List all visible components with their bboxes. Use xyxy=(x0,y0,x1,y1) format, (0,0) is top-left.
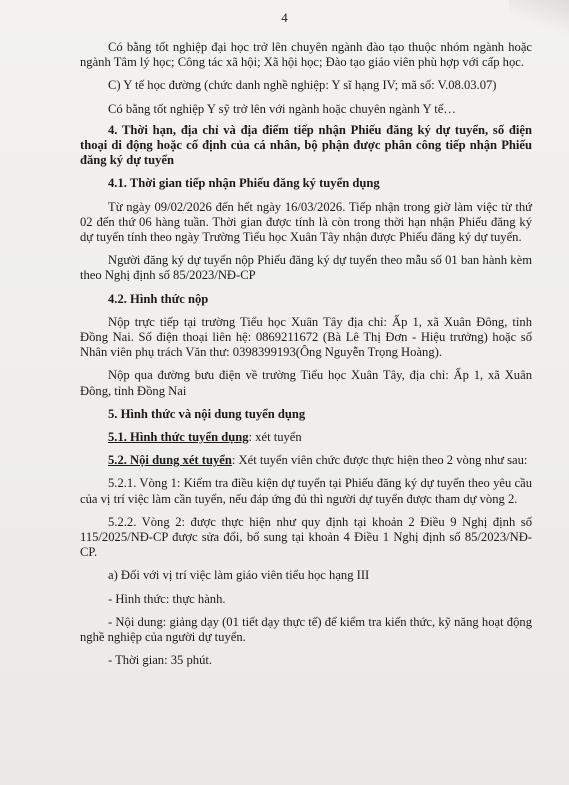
paragraph: C) Y tế học đường (chức danh nghề nghiệp: Y sĩ hạng IV; mã số: V.08.03.07) xyxy=(108,78,497,93)
document-body xyxy=(80,40,532,677)
section-heading-5-1: 5.1. Hình thức tuyển dụng xyxy=(108,430,249,445)
section-5-2-text: : Xét tuyển viên chức được thực hiện theo 2 vòng như sau: xyxy=(231,453,528,468)
section-5-1-text: : xét tuyển xyxy=(248,430,302,445)
section-5-1 xyxy=(80,430,532,445)
paragraph: - Hình thức: thực hành. xyxy=(108,591,226,606)
page-number: 4 xyxy=(281,10,288,25)
paragraph: Có bằng tốt nghiệp Y sỹ trở lên với ngành hoặc chuyên ngành Y tế… xyxy=(108,101,456,116)
paragraph: Người đăng ký dự tuyển nộp Phiếu đăng ký dự tuyển theo mẫu số 01 ban hành kèm theo Nghị định số 85/2023/NĐ-CP xyxy=(80,253,532,283)
section-heading-4-2: 4.2. Hình thức nộp xyxy=(108,291,209,306)
paragraph: 5.2.1. Vòng 1: Kiểm tra điều kiện dự tuyển tại Phiếu đăng ký dự tuyển theo yêu cầu của vị trí việc làm cần tuyển, nếu đáp ứng đủ thì người dự tuyển được tham dự vòng 2. xyxy=(80,476,532,506)
paragraph: Nộp trực tiếp tại trường Tiểu học Xuân Tây địa chỉ: Ấp 1, xã Xuân Đông, tỉnh Đồng Nai. Số điện thoại liên hệ: 0869211672 (Bà Lê Thị Đơn - Hiệu trưởng) hoặc số Nhân viên phụ trách Văn thư: 0398399193(Ông Nguyễn Trọng Hoàng). xyxy=(80,314,532,360)
section-heading-5-2: 5.2. Nội dung xét tuyển xyxy=(108,453,232,468)
paragraph: - Nội dung: giảng dạy (01 tiết dạy thực tế) để kiểm tra kiến thức, kỹ năng hoạt động nghề nghiệp của người dự tuyển. xyxy=(80,614,532,645)
section-5-2 xyxy=(80,453,532,468)
paragraph: 5.2.2. Vòng 2: được thực hiện như quy định tại khoản 2 Điều 9 Nghị định số 115/2025/NĐ-CP được sửa đổi, bổ sung tại khoản 4 Điều 1 Nghị định số 85/2023/NĐ-CP. xyxy=(80,514,532,560)
section-heading-5: 5. Hình thức và nội dung tuyển dụng xyxy=(108,406,306,421)
paragraph: Nộp qua đường bưu điện về trường Tiểu học Xuân Tây, địa chỉ: Ấp 1, xã Xuân Đông, tỉnh Đồng Nai xyxy=(80,368,532,398)
section-heading-4-1: 4.1. Thời gian tiếp nhận Phiếu đăng ký tuyển dụng xyxy=(108,176,380,191)
paragraph: Có bằng tốt nghiệp đại học trở lên chuyên ngành đào tạo thuộc nhóm ngành hoặc ngành Tâm lý học; Công tác xã hội; Xã hội học; Đào tạo giáo viên phù hợp với cấp học. xyxy=(80,40,532,70)
paragraph: Từ ngày 09/02/2026 đến hết ngày 16/03/2026. Tiếp nhận trong giờ làm việc từ thứ 02 đến thứ 06 hàng tuần. Thời gian được tính là còn trong thời hạn nhận Phiếu đăng ký dự tuyển tính theo ngày Trường Tiểu học Xuân Tây nhận được Phiếu đăng ký dự tuyển. xyxy=(80,199,532,245)
paragraph: a) Đối với vị trí việc làm giáo viên tiểu học hạng III xyxy=(108,568,370,583)
paragraph: - Thời gian: 35 phút. xyxy=(108,653,213,668)
section-heading-4: 4. Thời hạn, địa chỉ và địa điểm tiếp nhận Phiếu đăng ký dự tuyển, số điện thoại di động hoặc cố định của cá nhân, bộ phận được phân công tiếp nhận Phiếu đăng ký dự tuyển xyxy=(80,122,532,168)
